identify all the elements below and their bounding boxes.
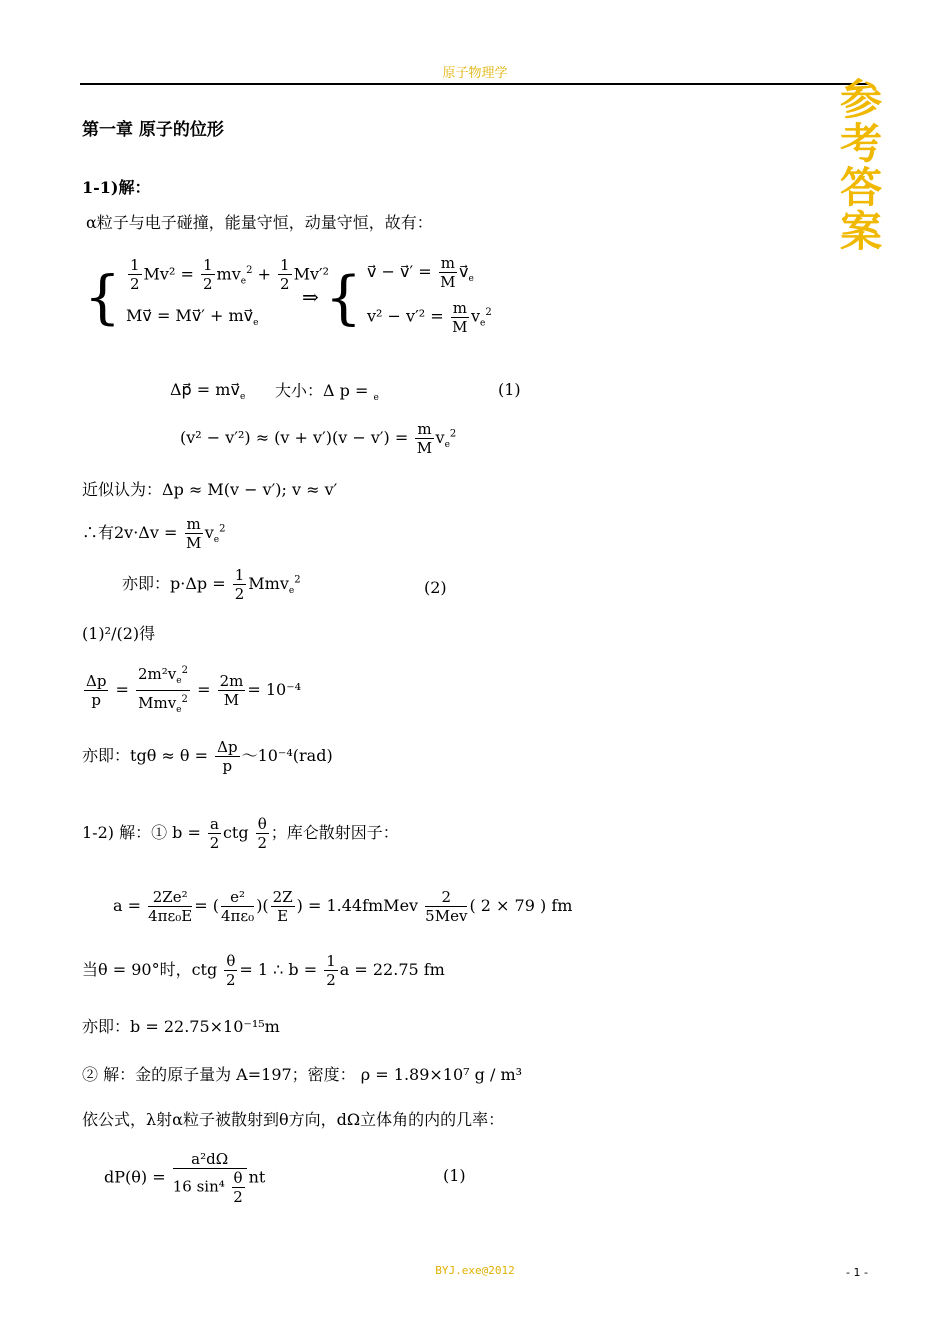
page-header: 原子物理学 [442,66,508,81]
equation-number-1b: (1) [443,1166,466,1185]
ratio-result: $\frac{\Delta p}{p}$ = $\frac{2m^2v_e^2}{Mmv_e^2}$ = $\frac{2m}{M}$ = 10⁻⁴ [82,662,301,719]
result-line: 亦即：tgθ ≈ θ = $\frac{\Delta p}{p}$ ～10⁻⁴(rad) [82,738,333,775]
stamp-char: 参 [840,75,883,124]
intro-text: α粒子与电子碰撞，能量守恒，动量守恒，故有： [86,213,433,232]
equation-number-1: (1) [498,380,521,399]
problem-label-1-1: 1-1)解： [82,178,151,197]
page-number: - 1 - [846,1266,868,1279]
approx-line: 近似认为：Δp ≈ M(v − v′); v ≈ v′ [82,480,338,499]
ratio-line: (1)²/(2)得 [82,624,156,643]
equation-system-right: { v⃗ − v⃗′ = $\frac{m}{M}$ $v⃗_e$ v² − v′² = $\frac{m}{M}$ $v_e^2$ [325,254,492,336]
answer-stamp [840,75,950,256]
equation-system-left: { $\frac{1}{2}$ Mv² = $\frac{1}{2}$ $mv_e^2$ + $\frac{1}{2}$ Mv′² Mv⃗ = Mv⃗′ + $mv⃗_e$ [84,256,330,331]
size-label: 大小：Δ p = $_e$ [275,381,379,404]
b-result: 亦即：b = 22.75×10⁻¹⁵m [82,1017,280,1036]
therefore-line: ∴有2v·Δv = $\frac{m}{M}$ $v_e^2$ [82,515,226,552]
momentum-change: Δp⃗ = $mv⃗_e$ [170,380,246,403]
implies-arrow: ⇒ [302,285,319,309]
stamp-char: 考 [840,119,883,168]
coulomb-factor: a = $\frac{\text{2Ze²}}{\text{4πε₀E}}$ = ( $\frac{\text{e²}}{\text{4πε₀}}$ )( $\frac{2Z}{E}$ ) = 1.44fmMev $\frac{2}{\text{5Mev}}$ ( 2 × 79 ) fm [113,888,573,925]
chapter-title: 第一章 原子的位形 [82,120,224,140]
stamp-char: 案 [840,207,883,256]
stamp-char: 答 [840,163,883,212]
problem-label-1-2: 1-2) 解：① b = $\frac{a}{2}$ ctg $\frac{\theta}{2}$ ；库仑散射因子： [82,815,399,852]
formula-intro: 依公式，λ射α粒子被散射到θ方向，dΩ立体角的内的几率： [82,1110,505,1129]
approx-expansion: (v² − v′²) ≈ (v + v′)(v − v′) = $\frac{m}{M}$ $v_e^2$ [180,420,457,457]
equation-number-2: (2) [424,578,447,597]
gold-data: ② 解：金的原子量为 A=197；密度： ρ = 1.89×10⁷ g / m³ [82,1065,523,1084]
header-rule [80,83,870,85]
probability-formula: dP(θ) = a²dΩ 16 sin⁴ $\frac{\theta}{2}$ nt [104,1150,266,1206]
footer-text: BYJ.exe@2012 [435,1264,515,1277]
when-line: 当θ = 90°时，ctg $\frac{\theta}{2}$ = 1 ∴ b = $\frac{1}{2}$ a = 22.75 fm [82,952,445,989]
also-line: 亦即：p·Δp = $\frac{1}{2}$ Mmv$_e^2$ [122,566,301,603]
